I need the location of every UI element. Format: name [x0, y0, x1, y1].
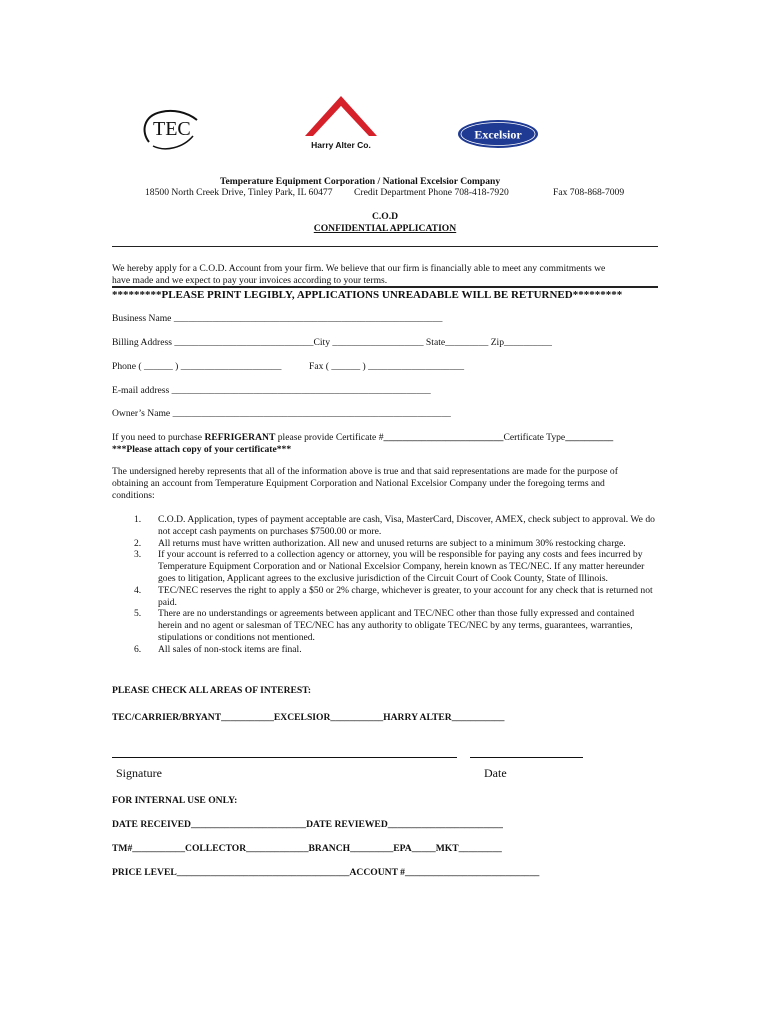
- refrigerant-prefix: If you need to purchase: [112, 432, 205, 443]
- condition-item: [112, 644, 657, 656]
- business-name-field[interactable]: Business Name ________________________________________________________: [112, 313, 443, 324]
- harry-alter-logo-text: Harry Alter Co.: [311, 140, 371, 150]
- internal-codes-fields[interactable]: TM#___________COLLECTOR_____________BRANCH_________EPA_____MKT_________: [112, 843, 502, 854]
- condition-number: 1.: [134, 514, 142, 525]
- harry-alter-logo: [301, 94, 381, 152]
- condition-number: 6.: [134, 643, 142, 655]
- warning-divider: [112, 286, 658, 288]
- tec-logo: [139, 108, 203, 150]
- condition-item: [112, 585, 657, 609]
- certificate-number-field[interactable]: _________________________: [383, 432, 504, 443]
- certificate-type-label: Certificate Type: [503, 432, 566, 443]
- company-address: 18500 North Creek Drive, Tinley Park, IL 60477: [145, 187, 333, 198]
- attach-certificate-note: ***Please attach copy of your certificate***: [112, 444, 292, 455]
- tec-logo-text: TEC: [153, 118, 191, 140]
- condition-text: There are no understandings or agreements between applicant and TEC/NEC other than those fully expressed and contained herein and no agent or salesman of TEC/NEC has any authority to obligate TEC/NEC by any terms, guarantees, warranties, stipulations or conditions not mentioned.: [158, 608, 635, 643]
- refrigerant-suffix: please provide Certificate #: [275, 432, 384, 443]
- billing-address-field[interactable]: Billing Address _____________________________City ___________________ State_________ Zip__________: [112, 337, 552, 348]
- conditions-list: [112, 514, 657, 656]
- condition-item: [112, 514, 657, 538]
- condition-text: If your account is referred to a collection agency or attorney, you will be responsible for paying any costs and fees incurred by Temperature Equipment Corporation and or National Excelsior Company, herein known as TEC/NEC. If any matter hereunder goes to litigation, Applicant agrees to the exclusive jurisdiction of the Circuit Court of Cook County, State of Illinois.: [158, 549, 645, 584]
- certificate-type-field[interactable]: __________: [565, 432, 614, 443]
- excelsior-logo-text: Excelsior: [474, 127, 522, 142]
- header-divider: [112, 246, 658, 247]
- phone-field[interactable]: Phone ( ______ ) _____________________: [112, 361, 282, 372]
- interest-heading: PLEASE CHECK ALL AREAS OF INTEREST:: [112, 685, 312, 696]
- date-line[interactable]: [470, 757, 583, 758]
- internal-dates-fields[interactable]: DATE RECEIVED________________________DATE REVIEWED________________________: [112, 819, 503, 830]
- internal-account-fields[interactable]: PRICE LEVEL____________________________________ACCOUNT #____________________________: [112, 867, 540, 878]
- condition-number: 5.: [134, 608, 142, 620]
- fax-number: Fax 708-868-7009: [553, 187, 625, 198]
- application-title: CONFIDENTIAL APPLICATION: [313, 223, 457, 234]
- condition-number: 3.: [134, 549, 142, 561]
- condition-number: 2.: [134, 537, 142, 549]
- condition-text: C.O.D. Application, types of payment acceptable are cash, Visa, MasterCard, Discover, AMEX, check subject to approval. We do not accept cash payments on purchases $7500.00 or more.: [158, 514, 655, 537]
- owner-name-field[interactable]: Owner’s Name __________________________________________________________: [112, 408, 451, 419]
- cod-title: C.O.D: [371, 211, 399, 222]
- intro-line-2: have made and we expect to pay your invoices according to your terms.: [112, 275, 388, 286]
- condition-text: All sales of non-stock items are final.: [158, 643, 302, 655]
- signature-label: Signature: [116, 766, 162, 780]
- condition-text: TEC/NEC reserves the right to apply a $50 or 2% charge, whichever is greater, to your account for any check that is returned not paid.: [158, 584, 653, 608]
- signature-line[interactable]: [112, 757, 457, 758]
- refrigerant-line: [112, 432, 613, 444]
- condition-item: [112, 549, 657, 584]
- date-label: Date: [484, 766, 507, 780]
- condition-text: All returns must have written authorization. All new and unused returns are subject to a minimum 30% restocking charge.: [158, 537, 626, 549]
- terms-paragraph: The undersigned hereby represents that all of the information above is true and that said representations are made for the purpose of obtaining an account from Temperature Equipment Corporation and National Excelsior Company under the foregoing terms and conditions:: [112, 466, 618, 502]
- email-field[interactable]: E-mail address ______________________________________________________: [112, 385, 431, 396]
- legibility-warning: *********PLEASE PRINT LEGIBLY, APPLICATIONS UNREADABLE WILL BE RETURNED*********: [112, 289, 623, 301]
- condition-item: [112, 538, 657, 550]
- excelsior-logo: [457, 119, 539, 149]
- company-name: Temperature Equipment Corporation / National Excelsior Company: [220, 176, 501, 187]
- condition-number: 4.: [134, 584, 142, 596]
- fax-field[interactable]: Fax ( ______ ) ____________________: [309, 361, 465, 372]
- interest-checkboxes[interactable]: TEC/CARRIER/BRYANT___________EXCELSIOR___________HARRY ALTER___________: [112, 712, 505, 723]
- internal-use-heading: FOR INTERNAL USE ONLY:: [112, 795, 238, 806]
- intro-line-1: We hereby apply for a C.O.D. Account from your firm. We believe that our firm is financially able to meet any commitments we: [112, 263, 606, 274]
- refrigerant-keyword: REFRIGERANT: [204, 432, 276, 443]
- credit-department-phone: Credit Department Phone 708-418-7920: [354, 187, 509, 198]
- condition-item: [112, 608, 657, 643]
